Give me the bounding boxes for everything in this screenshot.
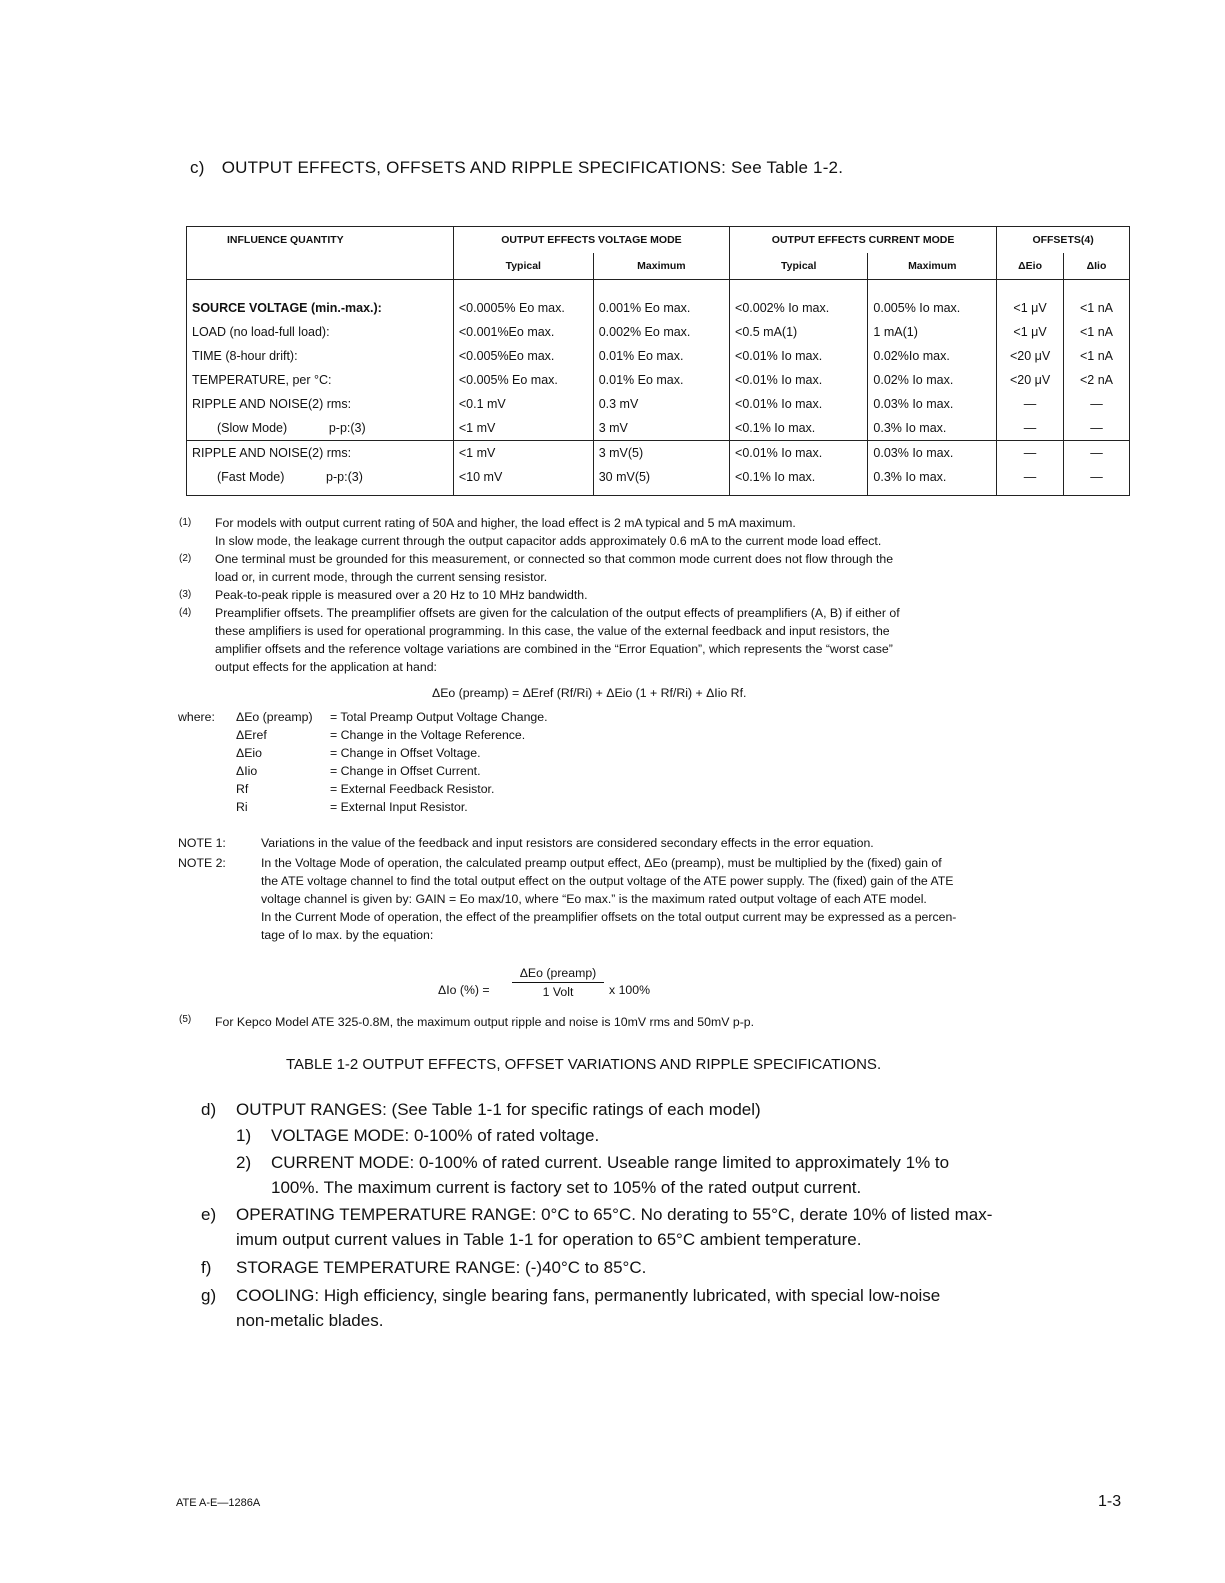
footnote-1a: For models with output current rating of 50A and higher, the load effect is 2 mA typical and 5 mA maximum. bbox=[215, 516, 796, 530]
table-cell-ct: <0.01% Io max. bbox=[730, 368, 868, 392]
footnote-4d: output effects for the application at hand: bbox=[215, 660, 437, 674]
definition-row bbox=[236, 708, 736, 726]
col-cm: Maximum bbox=[868, 253, 997, 280]
note-2e: tage of Io max. by the equation: bbox=[261, 928, 434, 942]
definition-symbol: ΔEo (preamp) bbox=[236, 710, 313, 724]
col-offsets: OFFSETS(4) bbox=[997, 227, 1130, 254]
table-cell-vt: <10 mV bbox=[453, 465, 593, 489]
note-2c: voltage channel is given by: GAIN = Eo max/10, where “Eo max.” is the maximum rated output voltage of each ATE model. bbox=[261, 892, 927, 906]
spec-d2-text-b: 100%. The maximum current is factory set to 105% of the rated output current. bbox=[271, 1178, 862, 1197]
table-cell-vt: <0.001%Eo max. bbox=[453, 320, 593, 344]
table-cell-cm: 0.3% Io max. bbox=[868, 465, 997, 489]
table-cell-vm: 3 mV(5) bbox=[593, 441, 729, 466]
definitions-list bbox=[236, 708, 736, 816]
spec-e-text-a: OPERATING TEMPERATURE RANGE: 0°C to 65°C. No derating to 55°C, derate 10% of listed max- bbox=[236, 1205, 993, 1224]
table-cell-q: RIPPLE AND NOISE(2) rms: bbox=[187, 441, 454, 466]
table-cell-q: (Slow Mode) p-p:(3) bbox=[217, 421, 366, 435]
footnote-5: For Kepco Model ATE 325-0.8M, the maximum output ripple and noise is 10mV rms and 50mV p-p. bbox=[215, 1015, 755, 1029]
eq2-denominator: 1 Volt bbox=[542, 985, 574, 999]
col-vm: Maximum bbox=[593, 253, 729, 280]
table-cell-vm: 0.01% Eo max. bbox=[593, 368, 729, 392]
col-influence: INFLUENCE QUANTITY bbox=[227, 234, 344, 246]
table-cell-ct: <0.01% Io max. bbox=[730, 344, 868, 368]
definition-text: = Total Preamp Output Voltage Change. bbox=[330, 710, 548, 724]
table-cell-cm: 0.03% Io max. bbox=[868, 392, 997, 416]
table-cell-cm: 0.005% Io max. bbox=[868, 296, 997, 320]
section-heading-c: c) OUTPUT EFFECTS, OFFSETS AND RIPPLE SPECIFICATIONS: See Table 1-2. bbox=[190, 158, 844, 177]
definition-text: = Change in Offset Voltage. bbox=[330, 746, 481, 760]
definition-symbol: ΔEref bbox=[236, 728, 267, 742]
note-2 bbox=[261, 854, 1121, 944]
table-cell-oi: — bbox=[1063, 416, 1129, 441]
definition-symbol: ΔIio bbox=[236, 764, 258, 778]
table-cell-vm: 0.002% Eo max. bbox=[593, 320, 729, 344]
table-row bbox=[187, 296, 1130, 320]
spec-d2-text-a: CURRENT MODE: 0-100% of rated current. Useable range limited to approximately 1% to bbox=[271, 1153, 950, 1172]
spec-g-label: g) bbox=[201, 1286, 217, 1305]
table-cell-oe: — bbox=[997, 416, 1064, 441]
note-2d: In the Current Mode of operation, the effect of the preamplifier offsets on the total output current may be expressed as a percen- bbox=[261, 910, 957, 924]
table-cell-cm: 0.02%Io max. bbox=[868, 344, 997, 368]
table-cell-vt: <0.005% Eo max. bbox=[453, 368, 593, 392]
table-cell-vm: 0.001% Eo max. bbox=[593, 296, 729, 320]
definition-symbol: ΔEio bbox=[236, 746, 262, 760]
where-label: where: bbox=[178, 710, 215, 724]
table-row bbox=[187, 416, 1130, 441]
table-row bbox=[187, 392, 1130, 416]
footnote-marker-1: (1) bbox=[179, 517, 192, 528]
table-row bbox=[187, 368, 1130, 392]
table-cell-oe: <1 μV bbox=[997, 320, 1064, 344]
table-cell-oi: — bbox=[1063, 441, 1129, 466]
spec-g-text-b: non-metalic blades. bbox=[236, 1311, 384, 1330]
col-voltage-mode: OUTPUT EFFECTS VOLTAGE MODE bbox=[453, 227, 729, 254]
note-2b: the ATE voltage channel to find the total output effect on the output voltage of the ATE power supply. The (fixed) gain of the ATE bbox=[261, 874, 954, 888]
spec-d1-text: VOLTAGE MODE: 0-100% of rated voltage. bbox=[271, 1126, 600, 1145]
spec-d-text: OUTPUT RANGES: (See Table 1-1 for specific ratings of each model) bbox=[236, 1100, 761, 1119]
table-row bbox=[187, 465, 1130, 489]
table-cell-ct: <0.01% Io max. bbox=[730, 441, 868, 466]
table-caption: TABLE 1-2 OUTPUT EFFECTS, OFFSET VARIATIONS AND RIPPLE SPECIFICATIONS. bbox=[286, 1056, 882, 1073]
col-ct: Typical bbox=[730, 253, 868, 280]
definition-text: = Change in the Voltage Reference. bbox=[330, 728, 526, 742]
table-cell-ct: <0.01% Io max. bbox=[730, 392, 868, 416]
footnote-marker-5: (5) bbox=[179, 1014, 192, 1025]
table-cell-vm: 3 mV bbox=[593, 416, 729, 441]
col-current-mode: OUTPUT EFFECTS CURRENT MODE bbox=[730, 227, 997, 254]
table-cell-oe: <1 μV bbox=[997, 296, 1064, 320]
footnote-4b: these amplifiers is used for operational programming. In this case, the value of the external feedback and input resistors, the bbox=[215, 624, 890, 638]
spec-d-label: d) bbox=[201, 1100, 217, 1119]
table-cell-oe: — bbox=[997, 392, 1064, 416]
spec-table bbox=[186, 226, 1130, 496]
note-1-label: NOTE 1: bbox=[178, 836, 226, 850]
footnote-2b: load or, in current mode, through the current sensing resistor. bbox=[215, 570, 548, 584]
spec-g-text-a: COOLING: High efficiency, single bearing fans, permanently lubricated, with special low-noise bbox=[236, 1286, 941, 1305]
note-2a: In the Voltage Mode of operation, the calculated preamp output effect, ΔEo (preamp), must be multiplied by the (fixed) gain of bbox=[261, 856, 942, 870]
col-oi: ΔIio bbox=[1063, 253, 1129, 280]
table-cell-cm: 0.3% Io max. bbox=[868, 416, 997, 441]
footnote-marker-4: (4) bbox=[179, 607, 192, 618]
doc-id: ATE A-E—1286A bbox=[176, 1497, 261, 1509]
table-cell-oe: — bbox=[997, 465, 1064, 489]
definition-row bbox=[236, 798, 736, 816]
table-cell-q: TIME (8-hour drift): bbox=[192, 349, 298, 363]
table-cell-oi: <1 nA bbox=[1063, 320, 1129, 344]
table-cell-vt: <1 mV bbox=[453, 416, 593, 441]
table-cell-oi: <1 nA bbox=[1063, 344, 1129, 368]
eq2-lhs: ΔIo (%) = bbox=[438, 983, 490, 997]
table-cell-q: RIPPLE AND NOISE(2) rms: bbox=[192, 397, 352, 411]
table-cell-cm: 1 mA(1) bbox=[868, 320, 997, 344]
table-cell-vt: <0.0005% Eo max. bbox=[453, 296, 593, 320]
table-row bbox=[187, 320, 1130, 344]
footnote-2a: One terminal must be grounded for this measurement, or connected so that common mode current does not flow through the bbox=[215, 552, 894, 566]
footnote-1b: In slow mode, the leakage current through the output capacitor adds approximately 0.6 mA to the current mode load effect. bbox=[215, 534, 882, 548]
table-cell-vt: <0.005%Eo max. bbox=[453, 344, 593, 368]
definition-row bbox=[236, 780, 736, 798]
table-cell-oi: <2 nA bbox=[1063, 368, 1129, 392]
table-cell-cm: 0.03% Io max. bbox=[868, 441, 997, 466]
table-cell-oi: — bbox=[1063, 465, 1129, 489]
footnote-4c: amplifier offsets and the reference voltage variations are combined in the “Error Equation”, which represents the “worst case” bbox=[215, 642, 893, 656]
error-equation: ΔEo (preamp) = ΔEref (Rf/Ri) + ΔEio (1 + Rf/Ri) + ΔIio Rf. bbox=[432, 686, 747, 700]
table-row bbox=[187, 441, 1130, 466]
spec-table-body bbox=[187, 296, 1130, 495]
footnote-3: Peak-to-peak ripple is measured over a 20 Hz to 10 MHz bandwidth. bbox=[215, 588, 588, 602]
table-cell-oi: <1 nA bbox=[1063, 296, 1129, 320]
definition-text: = Change in Offset Current. bbox=[330, 764, 481, 778]
definition-text: = External Feedback Resistor. bbox=[330, 782, 495, 796]
definition-text: = External Input Resistor. bbox=[330, 800, 468, 814]
table-cell-vt: <1 mV bbox=[453, 441, 593, 466]
table-cell-oe: <20 μV bbox=[997, 368, 1064, 392]
table-cell-ct: <0.1% Io max. bbox=[730, 465, 868, 489]
table-cell-vm: 0.01% Eo max. bbox=[593, 344, 729, 368]
table-cell-cm: 0.02% Io max. bbox=[868, 368, 997, 392]
definition-symbol: Ri bbox=[236, 800, 248, 814]
spec-d1-label: 1) bbox=[236, 1126, 252, 1145]
table-cell-q: SOURCE VOLTAGE (min.-max.): bbox=[192, 301, 382, 315]
definition-row bbox=[236, 762, 736, 780]
table-cell-ct: <0.1% Io max. bbox=[730, 416, 868, 441]
spec-e-label: e) bbox=[201, 1205, 217, 1224]
spec-d2-label: 2) bbox=[236, 1153, 252, 1172]
table-cell-oi: — bbox=[1063, 392, 1129, 416]
table-row bbox=[187, 344, 1130, 368]
footnote-4a: Preamplifier offsets. The preamplifier offsets are given for the calculation of the output effects of preamplifiers (A, B) if either of bbox=[215, 606, 900, 620]
table-cell-vt: <0.1 mV bbox=[453, 392, 593, 416]
table-cell-q: LOAD (no load-full load): bbox=[192, 325, 330, 339]
table-cell-ct: <0.5 mA(1) bbox=[730, 320, 868, 344]
spec-f-text: STORAGE TEMPERATURE RANGE: (-)40°C to 85°C. bbox=[236, 1258, 647, 1277]
table-cell-vm: 0.3 mV bbox=[593, 392, 729, 416]
spec-f-label: f) bbox=[201, 1258, 212, 1277]
table-cell-oe: <20 μV bbox=[997, 344, 1064, 368]
note-1: Variations in the value of the feedback and input resistors are considered secondary effects in the error equation. bbox=[261, 836, 874, 850]
spec-e-text-b: imum output current values in Table 1-1 for operation to 65°C ambient temperature. bbox=[236, 1230, 862, 1249]
footnote-marker-3: (3) bbox=[179, 589, 192, 600]
table-cell-q: TEMPERATURE, per °C: bbox=[192, 373, 332, 387]
note-2-label: NOTE 2: bbox=[178, 856, 226, 870]
col-vt: Typical bbox=[453, 253, 593, 280]
eq2-numerator: ΔEo (preamp) bbox=[512, 964, 604, 983]
footnote-marker-2: (2) bbox=[179, 553, 192, 564]
col-oe: ΔEio bbox=[997, 253, 1064, 280]
definition-row bbox=[236, 744, 736, 762]
table-cell-vm: 30 mV(5) bbox=[593, 465, 729, 489]
page-number: 1-3 bbox=[1098, 1493, 1122, 1510]
table-cell-q: (Fast Mode) p-p:(3) bbox=[217, 470, 363, 484]
table-cell-ct: <0.002% Io max. bbox=[730, 296, 868, 320]
footnotes bbox=[175, 514, 1115, 676]
eq2-fraction bbox=[512, 964, 604, 1001]
table-cell-oe: — bbox=[997, 441, 1064, 466]
definition-symbol: Rf bbox=[236, 782, 249, 796]
eq2-rhs: x 100% bbox=[609, 983, 651, 997]
definition-row bbox=[236, 726, 736, 744]
